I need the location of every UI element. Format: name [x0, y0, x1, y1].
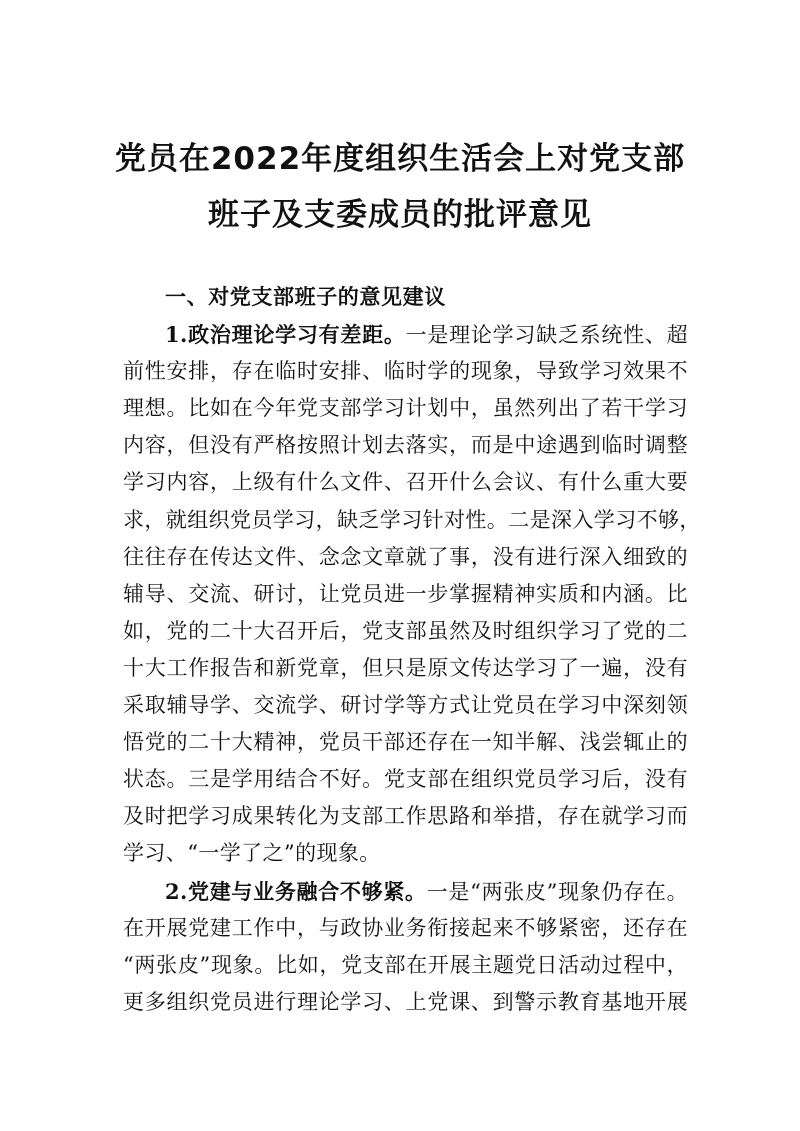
document-body	[123, 279, 701, 1021]
section-heading: 一、对党支部班子的意见建议	[165, 285, 446, 309]
paragraph-line: 往往存在传达文件、念念文章就了事，没有进行深入细致的	[123, 544, 688, 569]
paragraph-line: 如，党的二十大召开后，党支部虽然及时组织学习了党的二	[123, 618, 688, 643]
paragraph-line: 求，就组织党员学习，缺乏学习针对性。二是深入学习不够，	[123, 507, 701, 532]
paragraph-line: 理想。比如在今年党支部学习计划中，虽然列出了若干学习	[123, 396, 688, 421]
paragraph-2-text: 一是“两张皮”现象仍存在。	[426, 879, 689, 904]
paragraph-line: 悟党的二十大精神，党员干部还存在一知半解、浅尝辄止的	[123, 730, 688, 755]
paragraph-1-lead: 1.政治理论学习有差距。	[165, 322, 406, 348]
paragraph-line: 学习、“一学了之”的现象。	[123, 841, 381, 866]
paragraph-line: 内容，但没有严格按照计划去落实，而是中途遇到临时调整	[123, 433, 688, 458]
paragraph-line: 采取辅导学、交流学、研讨学等方式让党员在学习中深刻领	[123, 693, 688, 718]
paragraph-line: 及时把学习成果转化为支部工作思路和举措，存在就学习而	[123, 804, 688, 829]
paragraph-line: 十大工作报告和新党章，但只是原文传达学习了一遍，没有	[123, 655, 688, 680]
paragraph-line: 更多组织党员进行理论学习、上党课、到警示教育基地开展	[123, 989, 688, 1014]
paragraph-1-line-1	[123, 316, 688, 353]
paragraph-line: 学习内容，上级有什么文件、召开什么会议、有什么重大要	[123, 470, 688, 495]
paragraph-line: 状态。三是学用结合不好。党支部在组织党员学习后，没有	[123, 767, 688, 792]
paragraph-line: “两张皮”现象。比如，党支部在开展主题党日活动过程中，	[123, 952, 688, 977]
paragraph-1-text: 一是理论学习缺乏系统性、超	[405, 323, 688, 348]
document-title-line-1: 党员在2022年度组织生活会上对党支部	[114, 141, 686, 177]
paragraph-line: 辅导、交流、研讨，让党员进一步掌握精神实质和内涵。比	[123, 581, 688, 606]
document-title-line-2: 班子及支委成员的批评意见	[208, 197, 592, 233]
paragraph-line: 在开展党建工作中，与政协业务衔接起来不够紧密，还存在	[123, 915, 688, 940]
paragraph-line: 前性安排，存在临时安排、临时学的现象，导致学习效果不	[123, 359, 688, 384]
paragraph-2-lead: 2.党建与业务融合不够紧。	[165, 878, 427, 904]
paragraph-2-line-1	[123, 873, 688, 910]
